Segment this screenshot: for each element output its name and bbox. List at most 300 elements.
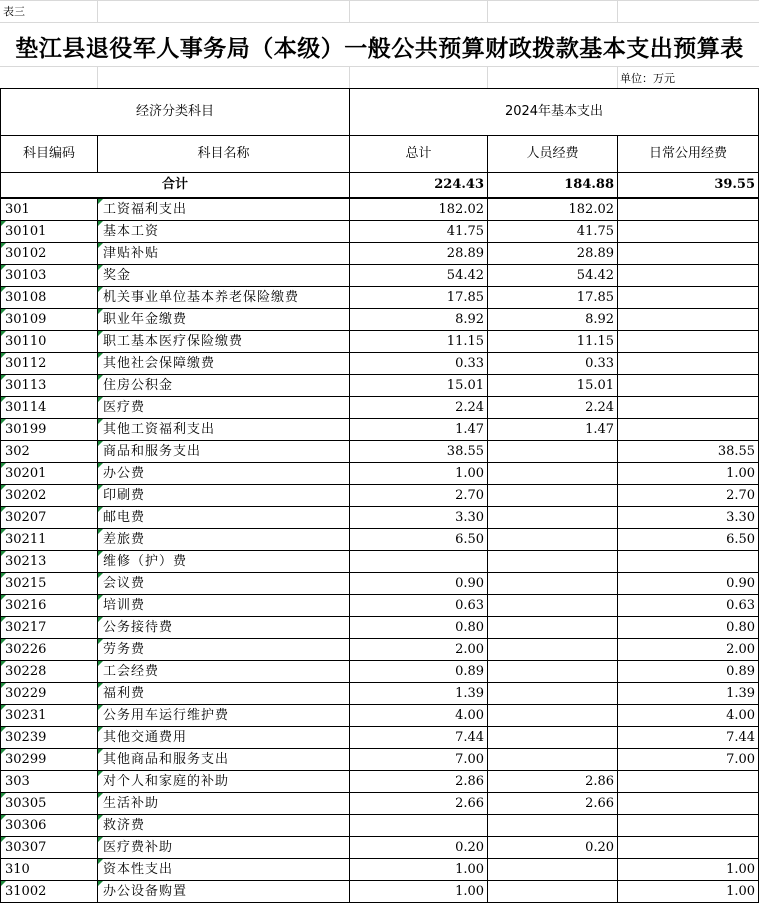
cell-code[interactable] bbox=[1, 815, 98, 837]
error-indicator-icon bbox=[1, 617, 6, 622]
cell-code[interactable] bbox=[1, 353, 98, 375]
cell-public[interactable] bbox=[618, 705, 759, 727]
cell-personnel[interactable] bbox=[488, 595, 618, 617]
cell-public[interactable] bbox=[618, 859, 759, 881]
cell-code[interactable] bbox=[1, 793, 98, 815]
cell-name[interactable] bbox=[98, 243, 350, 265]
cell-code-text: 30202 bbox=[5, 487, 47, 503]
cell-public-text: 6.50 bbox=[726, 531, 756, 547]
cell-name[interactable] bbox=[98, 287, 350, 309]
cell-total-text: 7.44 bbox=[455, 729, 485, 745]
cell-total-text: 54.42 bbox=[446, 267, 485, 283]
cell-public-text: 1.39 bbox=[726, 685, 756, 701]
cell-name[interactable] bbox=[98, 441, 350, 463]
cell-personnel[interactable] bbox=[488, 573, 618, 595]
cell-public[interactable] bbox=[618, 881, 759, 903]
cell-code[interactable] bbox=[1, 198, 98, 221]
error-indicator-icon bbox=[1, 375, 6, 380]
error-indicator-icon bbox=[98, 287, 103, 292]
cell-personnel[interactable] bbox=[488, 221, 618, 243]
cell-total[interactable] bbox=[350, 441, 488, 463]
header-personnel[interactable]: 人员经费 bbox=[488, 136, 618, 173]
gridline bbox=[97, 0, 98, 22]
cell-public-text: 3.30 bbox=[726, 509, 756, 525]
cell-code[interactable] bbox=[1, 595, 98, 617]
table-row bbox=[1, 485, 759, 507]
table-row bbox=[1, 331, 759, 353]
cell-total[interactable] bbox=[350, 485, 488, 507]
cell-name[interactable] bbox=[98, 705, 350, 727]
cell-total[interactable] bbox=[350, 727, 488, 749]
cell-total[interactable] bbox=[350, 198, 488, 221]
cell-personnel[interactable] bbox=[488, 705, 618, 727]
error-indicator-icon bbox=[98, 661, 103, 666]
cell-personnel[interactable] bbox=[488, 441, 618, 463]
table-row bbox=[1, 639, 759, 661]
cell-public[interactable] bbox=[618, 419, 759, 441]
cell-code-text: 310 bbox=[5, 861, 30, 877]
cell-name-text: 其他工资福利支出 bbox=[103, 421, 216, 437]
cell-code-text: 30110 bbox=[5, 333, 47, 349]
cell-name[interactable] bbox=[98, 331, 350, 353]
cell-code-text: 31002 bbox=[5, 883, 47, 899]
cell-name[interactable] bbox=[98, 573, 350, 595]
error-indicator-icon bbox=[98, 485, 103, 490]
table-row bbox=[1, 419, 759, 441]
table-row bbox=[1, 749, 759, 771]
cell-total[interactable] bbox=[350, 859, 488, 881]
header-public[interactable]: 日常公用经费 bbox=[618, 136, 759, 173]
cell-name[interactable] bbox=[98, 397, 350, 419]
cell-name[interactable] bbox=[98, 551, 350, 573]
cell-personnel-text: 0.20 bbox=[585, 839, 615, 855]
unit-label: 单位：万元 bbox=[620, 72, 675, 85]
cell-public[interactable] bbox=[618, 375, 759, 397]
error-indicator-icon bbox=[1, 243, 6, 248]
gridline bbox=[97, 66, 98, 88]
cell-name[interactable] bbox=[98, 353, 350, 375]
cell-personnel-text: 17.85 bbox=[576, 289, 615, 305]
total-public[interactable]: 39.55 bbox=[618, 173, 759, 199]
cell-total[interactable] bbox=[350, 397, 488, 419]
cell-total-text: 1.00 bbox=[455, 861, 485, 877]
cell-personnel[interactable] bbox=[488, 727, 618, 749]
error-indicator-icon bbox=[1, 485, 6, 490]
cell-code[interactable] bbox=[1, 243, 98, 265]
cell-name[interactable] bbox=[98, 639, 350, 661]
cell-code-text: 303 bbox=[5, 773, 30, 789]
cell-code[interactable] bbox=[1, 573, 98, 595]
cell-public[interactable] bbox=[618, 661, 759, 683]
error-indicator-icon bbox=[98, 507, 103, 512]
cell-personnel[interactable] bbox=[488, 507, 618, 529]
cell-total[interactable] bbox=[350, 639, 488, 661]
cell-name[interactable] bbox=[98, 375, 350, 397]
error-indicator-icon bbox=[98, 529, 103, 534]
cell-total[interactable] bbox=[350, 881, 488, 903]
cell-personnel-text: 2.66 bbox=[585, 795, 615, 811]
header-economic-category[interactable]: 经济分类科目 bbox=[1, 89, 350, 136]
cell-total[interactable] bbox=[350, 353, 488, 375]
header-code[interactable]: 科目编码 bbox=[1, 136, 98, 173]
error-indicator-icon bbox=[1, 683, 6, 688]
cell-personnel[interactable] bbox=[488, 309, 618, 331]
cell-code[interactable] bbox=[1, 309, 98, 331]
error-indicator-icon bbox=[1, 529, 6, 534]
cell-public[interactable] bbox=[618, 243, 759, 265]
cell-total[interactable] bbox=[350, 815, 488, 837]
cell-public-text: 0.63 bbox=[726, 597, 756, 613]
cell-public[interactable] bbox=[618, 507, 759, 529]
cell-name-text: 津贴补贴 bbox=[103, 245, 160, 261]
sheet-label: 表三 bbox=[3, 5, 25, 18]
cell-public[interactable] bbox=[618, 815, 759, 837]
cell-public[interactable] bbox=[618, 749, 759, 771]
cell-name[interactable] bbox=[98, 529, 350, 551]
total-amount[interactable]: 224.43 bbox=[350, 173, 488, 199]
header-total[interactable]: 总计 bbox=[350, 136, 488, 173]
cell-code-text: 30101 bbox=[5, 223, 47, 239]
table-row bbox=[1, 727, 759, 749]
cell-total[interactable] bbox=[350, 419, 488, 441]
cell-name[interactable] bbox=[98, 749, 350, 771]
gridline bbox=[349, 66, 350, 88]
cell-public[interactable] bbox=[618, 771, 759, 793]
table-row bbox=[1, 573, 759, 595]
cell-name[interactable] bbox=[98, 265, 350, 287]
cell-personnel[interactable] bbox=[488, 353, 618, 375]
cell-total-text: 38.55 bbox=[446, 443, 485, 459]
error-indicator-icon bbox=[98, 727, 103, 732]
cell-total[interactable] bbox=[350, 507, 488, 529]
error-indicator-icon bbox=[1, 419, 6, 424]
table-row bbox=[1, 617, 759, 639]
cell-name[interactable] bbox=[98, 485, 350, 507]
cell-code[interactable] bbox=[1, 749, 98, 771]
gridline bbox=[349, 0, 350, 22]
table-row bbox=[1, 661, 759, 683]
cell-public[interactable] bbox=[618, 441, 759, 463]
table-row bbox=[1, 243, 759, 265]
cell-personnel[interactable] bbox=[488, 463, 618, 485]
cell-name-text: 基本工资 bbox=[103, 223, 160, 239]
cell-name-text: 其他商品和服务支出 bbox=[103, 751, 230, 767]
cell-personnel[interactable] bbox=[488, 837, 618, 859]
cell-public[interactable] bbox=[618, 221, 759, 243]
cell-personnel[interactable] bbox=[488, 375, 618, 397]
error-indicator-icon bbox=[1, 265, 6, 270]
cell-name[interactable] bbox=[98, 771, 350, 793]
cell-public[interactable] bbox=[618, 353, 759, 375]
cell-name-text: 对个人和家庭的补助 bbox=[103, 773, 230, 789]
cell-total[interactable] bbox=[350, 331, 488, 353]
cell-code-text: 30305 bbox=[5, 795, 47, 811]
gridline bbox=[617, 0, 618, 22]
cell-public[interactable] bbox=[618, 727, 759, 749]
cell-code[interactable] bbox=[1, 771, 98, 793]
header-name[interactable]: 科目名称 bbox=[98, 136, 350, 173]
cell-code[interactable] bbox=[1, 331, 98, 353]
cell-total[interactable] bbox=[350, 551, 488, 573]
cell-code[interactable] bbox=[1, 441, 98, 463]
cell-total-text: 8.92 bbox=[455, 311, 485, 327]
cell-total-text: 4.00 bbox=[455, 707, 485, 723]
cell-code[interactable] bbox=[1, 705, 98, 727]
cell-personnel[interactable] bbox=[488, 485, 618, 507]
cell-name[interactable] bbox=[98, 683, 350, 705]
error-indicator-icon bbox=[98, 639, 103, 644]
cell-name-text: 福利费 bbox=[103, 685, 146, 701]
cell-personnel[interactable] bbox=[488, 551, 618, 573]
cell-personnel[interactable] bbox=[488, 617, 618, 639]
cell-code[interactable] bbox=[1, 727, 98, 749]
cell-public[interactable] bbox=[618, 683, 759, 705]
cell-code-text: 30215 bbox=[5, 575, 47, 591]
cell-public[interactable] bbox=[618, 265, 759, 287]
cell-code[interactable] bbox=[1, 485, 98, 507]
cell-personnel[interactable] bbox=[488, 683, 618, 705]
table-row bbox=[1, 551, 759, 573]
cell-total-text: 2.00 bbox=[455, 641, 485, 657]
cell-public[interactable] bbox=[618, 551, 759, 573]
error-indicator-icon bbox=[98, 199, 103, 204]
error-indicator-icon bbox=[1, 573, 6, 578]
cell-total[interactable] bbox=[350, 771, 488, 793]
cell-personnel[interactable] bbox=[488, 749, 618, 771]
gridline bbox=[0, 66, 759, 67]
cell-public[interactable] bbox=[618, 529, 759, 551]
error-indicator-icon bbox=[98, 771, 103, 776]
cell-personnel-text: 54.42 bbox=[576, 267, 615, 283]
cell-code-text: 30306 bbox=[5, 817, 47, 833]
cell-name[interactable] bbox=[98, 463, 350, 485]
cell-code[interactable] bbox=[1, 617, 98, 639]
cell-code-text: 302 bbox=[5, 443, 30, 459]
cell-personnel[interactable] bbox=[488, 639, 618, 661]
error-indicator-icon bbox=[1, 551, 6, 556]
cell-code-text: 30108 bbox=[5, 289, 47, 305]
table-row bbox=[1, 397, 759, 419]
cell-total[interactable] bbox=[350, 529, 488, 551]
cell-total[interactable] bbox=[350, 573, 488, 595]
cell-total[interactable] bbox=[350, 243, 488, 265]
cell-public[interactable] bbox=[618, 617, 759, 639]
cell-personnel[interactable] bbox=[488, 529, 618, 551]
total-row bbox=[1, 173, 759, 199]
cell-code[interactable] bbox=[1, 859, 98, 881]
total-label[interactable]: 合计 bbox=[1, 173, 350, 199]
error-indicator-icon bbox=[1, 881, 6, 886]
cell-total[interactable] bbox=[350, 463, 488, 485]
cell-code[interactable] bbox=[1, 661, 98, 683]
cell-personnel[interactable] bbox=[488, 265, 618, 287]
cell-name-text: 公务用车运行维护费 bbox=[103, 707, 230, 723]
error-indicator-icon bbox=[98, 881, 103, 886]
cell-name-text: 医疗费补助 bbox=[103, 839, 174, 855]
cell-public[interactable] bbox=[618, 595, 759, 617]
cell-name-text: 邮电费 bbox=[103, 509, 146, 525]
cell-personnel[interactable] bbox=[488, 419, 618, 441]
cell-personnel-text: 182.02 bbox=[568, 201, 615, 217]
cell-total-text: 1.00 bbox=[455, 883, 485, 899]
cell-personnel[interactable] bbox=[488, 881, 618, 903]
cell-public-text: 7.44 bbox=[726, 729, 756, 745]
error-indicator-icon bbox=[1, 705, 6, 710]
cell-name-text: 培训费 bbox=[103, 597, 146, 613]
cell-total[interactable] bbox=[350, 617, 488, 639]
cell-public[interactable] bbox=[618, 485, 759, 507]
cell-code[interactable] bbox=[1, 837, 98, 859]
cell-name[interactable] bbox=[98, 507, 350, 529]
cell-name[interactable] bbox=[98, 595, 350, 617]
cell-name-text: 印刷费 bbox=[103, 487, 146, 503]
cell-name-text: 劳务费 bbox=[103, 641, 146, 657]
cell-code[interactable] bbox=[1, 397, 98, 419]
cell-total-text: 7.00 bbox=[455, 751, 485, 767]
cell-personnel[interactable] bbox=[488, 793, 618, 815]
cell-total[interactable] bbox=[350, 375, 488, 397]
cell-code-text: 30109 bbox=[5, 311, 47, 327]
error-indicator-icon bbox=[1, 815, 6, 820]
cell-name[interactable] bbox=[98, 837, 350, 859]
error-indicator-icon bbox=[1, 727, 6, 732]
cell-personnel-text: 8.92 bbox=[585, 311, 615, 327]
cell-personnel[interactable] bbox=[488, 198, 618, 221]
cell-public[interactable] bbox=[618, 639, 759, 661]
cell-total[interactable] bbox=[350, 837, 488, 859]
header-basic-expenditure[interactable]: 2024年基本支出 bbox=[350, 89, 759, 136]
cell-personnel[interactable] bbox=[488, 859, 618, 881]
cell-name[interactable] bbox=[98, 617, 350, 639]
cell-personnel-text: 0.33 bbox=[585, 355, 615, 371]
cell-name[interactable] bbox=[98, 309, 350, 331]
cell-total[interactable] bbox=[350, 705, 488, 727]
error-indicator-icon bbox=[98, 749, 103, 754]
cell-personnel-text: 1.47 bbox=[585, 421, 615, 437]
cell-public[interactable] bbox=[618, 331, 759, 353]
cell-public[interactable] bbox=[618, 793, 759, 815]
cell-code[interactable] bbox=[1, 419, 98, 441]
error-indicator-icon bbox=[98, 859, 103, 864]
cell-total[interactable] bbox=[350, 221, 488, 243]
cell-name-text: 生活补助 bbox=[103, 795, 160, 811]
cell-code[interactable] bbox=[1, 507, 98, 529]
cell-name[interactable] bbox=[98, 793, 350, 815]
cell-total[interactable] bbox=[350, 683, 488, 705]
cell-code-text: 30307 bbox=[5, 839, 47, 855]
cell-name-text: 维修（护）费 bbox=[103, 553, 188, 569]
cell-personnel[interactable] bbox=[488, 397, 618, 419]
cell-personnel-text: 41.75 bbox=[576, 223, 615, 239]
cell-code[interactable] bbox=[1, 265, 98, 287]
cell-code[interactable] bbox=[1, 881, 98, 903]
cell-code[interactable] bbox=[1, 639, 98, 661]
cell-name-text: 职工基本医疗保险缴费 bbox=[103, 333, 244, 349]
cell-code-text: 30103 bbox=[5, 267, 47, 283]
cell-personnel[interactable] bbox=[488, 243, 618, 265]
cell-name[interactable] bbox=[98, 661, 350, 683]
cell-public[interactable] bbox=[618, 397, 759, 419]
cell-total-text: 0.89 bbox=[455, 663, 485, 679]
cell-name[interactable] bbox=[98, 221, 350, 243]
table-row bbox=[1, 705, 759, 727]
cell-total[interactable] bbox=[350, 287, 488, 309]
table-row bbox=[1, 595, 759, 617]
total-personnel[interactable]: 184.88 bbox=[488, 173, 618, 199]
cell-personnel[interactable] bbox=[488, 661, 618, 683]
cell-personnel[interactable] bbox=[488, 287, 618, 309]
error-indicator-icon bbox=[98, 815, 103, 820]
cell-public[interactable] bbox=[618, 287, 759, 309]
error-indicator-icon bbox=[1, 309, 6, 314]
cell-public[interactable] bbox=[618, 463, 759, 485]
cell-personnel[interactable] bbox=[488, 331, 618, 353]
cell-personnel[interactable] bbox=[488, 815, 618, 837]
table-row bbox=[1, 859, 759, 881]
cell-name[interactable] bbox=[98, 881, 350, 903]
cell-name[interactable] bbox=[98, 198, 350, 221]
error-indicator-icon bbox=[98, 331, 103, 336]
error-indicator-icon bbox=[98, 683, 103, 688]
cell-total-text: 2.86 bbox=[455, 773, 485, 789]
cell-public[interactable] bbox=[618, 573, 759, 595]
cell-name[interactable] bbox=[98, 419, 350, 441]
cell-name[interactable] bbox=[98, 727, 350, 749]
cell-public[interactable] bbox=[618, 198, 759, 221]
error-indicator-icon bbox=[98, 793, 103, 798]
cell-name[interactable] bbox=[98, 859, 350, 881]
budget-table bbox=[0, 88, 759, 903]
cell-code[interactable] bbox=[1, 287, 98, 309]
cell-name-text: 办公费 bbox=[103, 465, 146, 481]
page-title: 垫江县退役军人事务局（本级）一般公共预算财政拨款基本支出预算表 bbox=[15, 35, 744, 62]
cell-code-text: 30201 bbox=[5, 465, 47, 481]
cell-name-text: 公务接待费 bbox=[103, 619, 174, 635]
cell-name[interactable] bbox=[98, 815, 350, 837]
cell-code[interactable] bbox=[1, 529, 98, 551]
cell-code[interactable] bbox=[1, 463, 98, 485]
cell-code-text: 30229 bbox=[5, 685, 47, 701]
table-row bbox=[1, 375, 759, 397]
cell-name-text: 医疗费 bbox=[103, 399, 146, 415]
cell-total[interactable] bbox=[350, 265, 488, 287]
cell-code-text: 30207 bbox=[5, 509, 47, 525]
cell-total[interactable] bbox=[350, 309, 488, 331]
cell-code[interactable] bbox=[1, 683, 98, 705]
error-indicator-icon bbox=[98, 551, 103, 556]
cell-total-text: 2.24 bbox=[455, 399, 485, 415]
cell-public-text: 0.80 bbox=[726, 619, 756, 635]
cell-total[interactable] bbox=[350, 749, 488, 771]
error-indicator-icon bbox=[98, 573, 103, 578]
cell-total[interactable] bbox=[350, 793, 488, 815]
cell-public[interactable] bbox=[618, 837, 759, 859]
cell-personnel[interactable] bbox=[488, 771, 618, 793]
cell-total[interactable] bbox=[350, 661, 488, 683]
table-row bbox=[1, 837, 759, 859]
cell-total[interactable] bbox=[350, 595, 488, 617]
cell-public[interactable] bbox=[618, 309, 759, 331]
error-indicator-icon bbox=[98, 397, 103, 402]
cell-personnel-text: 28.89 bbox=[576, 245, 615, 261]
error-indicator-icon bbox=[98, 463, 103, 468]
cell-code-text: 30211 bbox=[5, 531, 47, 547]
cell-code[interactable] bbox=[1, 375, 98, 397]
error-indicator-icon bbox=[1, 507, 6, 512]
cell-code-text: 30113 bbox=[5, 377, 47, 393]
cell-code[interactable] bbox=[1, 551, 98, 573]
cell-code[interactable] bbox=[1, 221, 98, 243]
